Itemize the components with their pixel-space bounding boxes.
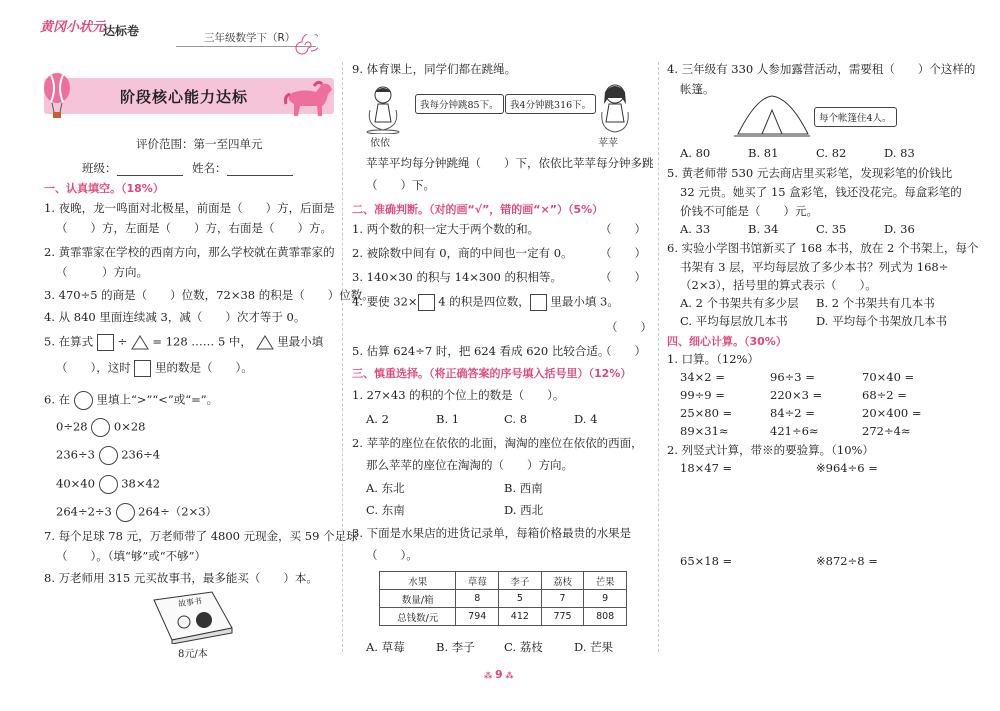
calc-item: 84÷2 = [770,406,815,420]
r6-line3: （2×3），括号里的算式表示（ ）。 [680,278,877,292]
q5-text5: （ ），这时 [56,360,131,375]
judge-4: 4. 要使 32× 4 的积是四位数， 里最小填 3。 [352,294,619,311]
answer-paren[interactable]: （ ） [600,344,646,358]
q9-line2: 苹苹平均每分钟跳绳（ ）下，依依比苹苹每分钟多跳 [366,156,654,170]
option-c[interactable]: C. 82 [816,146,847,160]
option-d[interactable]: D. 36 [884,222,915,236]
option-a[interactable]: A. 80 [680,146,711,160]
calc-item: 68÷2 = [862,388,907,402]
r5-line3: 价钱不可能是（ ）元。 [680,204,818,218]
name-blank[interactable] [227,164,293,176]
option-b[interactable]: B. 34 [748,222,779,236]
calc-item: 20×400 = [862,406,922,420]
option-d[interactable]: D. 芒果 [574,640,614,654]
option-d[interactable]: D. 西北 [504,503,544,517]
vertical-calc-title: 2. 列竖式计算，带※的要验算。（10%） [667,443,874,457]
vertical-calc-item: ※872÷8 = [816,554,878,568]
tent-note: 每个帐篷住4人。 [814,107,897,127]
r6-line2: 书架有 3 层，平均每层放了多少本书？列式为 168÷ [680,260,949,274]
answer-paren[interactable]: （ ） [600,246,646,260]
kid2-name: 苹苹 [598,138,618,149]
r4-line1: 4. 三年级有 330 人参加露营活动，需要租（ ）个这样的 [667,62,976,76]
scope-text: 评价范围：第一至四单元 [136,137,263,151]
q5-text1: 5. 在算式 [44,334,94,349]
calc-item: 25×80 = [680,406,733,420]
compare-4: 264÷2÷3 264÷（2×3） [56,503,217,522]
option-b[interactable]: B. 1 [436,412,460,426]
tent-illustration [732,92,812,138]
q2-line1: 2. 黄霏霏家在学校的西南方向，那么学校就在黄霏霏家的 [44,245,335,259]
compare-2: 236÷3 236÷4 [56,446,160,465]
book-title: 故事书 [177,596,203,609]
option-a[interactable]: A. 东北 [366,481,405,495]
bubble-1: 我每分钟跳85下。 [415,94,504,114]
oral-calc-title: 1. 口算。（12%） [667,352,759,366]
girl-left-illustration [366,84,400,134]
banner-title: 阶段核心能力达标 [120,88,249,106]
q8: 8. 万老师用 315 元买故事书，最多能买（ ）本。 [44,571,318,585]
circle-blank[interactable] [99,446,118,465]
spiral-icon [292,34,318,56]
q7-line2: （ ）。（填“够”或“不够”） [56,549,207,563]
q5-text6: 里的数是（ ）。 [155,360,253,375]
choice-2-line2: 那么苹苹的座位在淘淘的（ ）方向。 [366,458,573,472]
calc-item: 34×2 = [680,370,725,384]
q2-line2: （ ）方向。 [56,265,148,279]
choice-3-line1: 3. 下面是水果店的进货记录单，每箱价格最贵的水果是 [352,526,632,540]
option-c[interactable]: C. 东南 [366,503,405,517]
square-box[interactable] [134,360,151,377]
name-field[interactable] [192,160,293,176]
kid1-name: 依依 [370,138,390,149]
book-price: 8元/本 [178,649,208,660]
calc-item: 272÷4≈ [862,424,911,438]
q6 [44,391,218,410]
choice-3-line2: （ ）。 [366,548,418,562]
circle-blank[interactable] [99,475,118,494]
option-b[interactable]: B. 西南 [504,481,543,495]
judge-5: 5. 估算 624÷7 时，把 624 看成 620 比较合适。 （ ） [352,344,646,358]
q5-line2 [56,360,253,377]
square-box[interactable] [418,294,435,311]
judge-1: 1. 两个数的积一定大于两个数的和。 （ ） [352,222,646,236]
girl-right-illustration [596,82,634,134]
q1-line1: 1. 夜晚，龙一鸣面对北极星，前面是（ ）方，后面是 [44,201,335,215]
circle-blank[interactable] [74,391,93,410]
option-d[interactable]: D. 4 [574,412,598,426]
option-a[interactable]: A. 2 个书架共有多少层 [680,296,799,310]
calc-item: 99÷9 = [680,388,725,402]
q5-text4: 里最小填 [277,334,324,349]
vertical-calc-item: ※964÷6 = [816,461,878,475]
q4: 4. 从 840 里面连续减 3，减（ ）次才等于 0。 [44,310,306,324]
option-d[interactable]: D. 83 [884,146,915,160]
r6-line1: 6. 实验小学图书馆新买了 168 本书，放在 2 个书架上，每个 [667,241,979,255]
option-b[interactable]: B. 李子 [436,640,475,654]
q9: 9. 体育课上，同学们都在跳绳。 [352,62,517,76]
calc-item: 96÷3 = [770,370,815,384]
triangle-icon[interactable] [131,335,149,350]
page-number: ⁂ 9 ⁂ [484,668,514,681]
q7-line1: 7. 每个足球 78 元，万老师带了 4800 元现金，买 59 个足球 [44,529,358,543]
r4-line2: 帐篷。 [680,82,715,96]
q5-text3: = 128 …… 5 中， [152,334,252,349]
table-row: 总钱数/元 794 412 775 808 [380,608,627,626]
circle-blank[interactable] [91,418,110,437]
choice-1: 1. 27×43 的积的个位上的数是（ ）。 [352,388,565,402]
class-field[interactable] [82,160,183,176]
answer-paren[interactable]: （ ） [600,270,646,284]
option-a[interactable]: A. 草莓 [366,640,405,654]
calc-item: 220×3 = [770,388,823,402]
section2-title: 二、准确判断。（对的画“√”，错的画“×”）（5%） [352,203,604,216]
r5-line2: 32 元贵。她买了 15 盒彩笔，钱还没花完。每盒彩笔的 [680,185,962,199]
answer-paren[interactable]: （ ） [606,320,652,334]
q3: 3. 470÷5 的商是（ ）位数，72×38 的积是（ ）位数。 [44,288,374,302]
horse-icon [282,78,338,120]
section1-title: 一、认真填空。（18%） [44,182,164,195]
balloon-icon [40,72,74,120]
square-box[interactable] [97,334,114,351]
option-a[interactable]: A. 2 [366,412,389,426]
calc-item: 70×40 = [862,370,915,384]
section3-title: 三、慎重选择。（将正确答案的序号填入括号里）（12%） [352,367,632,380]
option-b[interactable]: B. 2 个书架共有几本书 [816,296,935,310]
q1-line2: （ ）方，左面是（ ）方，右面是（ ）方。 [56,221,332,235]
vertical-calc-item: 18×47 = [680,461,733,475]
circle-blank[interactable] [116,503,135,522]
option-b[interactable]: B. 81 [748,146,779,160]
compare-1: 0÷28 0×28 [56,418,146,437]
fruit-table [379,571,627,626]
option-c[interactable]: C. 8 [504,412,528,426]
option-c[interactable]: C. 荔枝 [504,640,543,654]
class-blank[interactable] [117,164,183,176]
option-c[interactable]: C. 平均每层放几本书 [680,314,788,328]
judge-3: 3. 140×30 的积与 14×300 的积相等。 （ ） [352,270,646,284]
q6-text2: 里填上“>”“<”或“=”。 [96,392,219,407]
judge-2: 2. 被除数中间有 0，商的中间也一定有 0。 （ ） [352,246,646,260]
brand-sub: 达标卷 [103,24,140,38]
section4-title: 四、细心计算。（30%） [667,335,787,348]
option-a[interactable]: A. 33 [680,222,711,236]
q9-line3: （ ）下。 [366,178,435,192]
square-box[interactable] [530,294,547,311]
name-label: 姓名： [192,161,227,175]
choice-2-line1: 2. 苹苹的座位在依依的北面，淘淘的座位在依依的西面， [352,436,643,450]
compare-3: 40×40 38×42 [56,475,160,494]
q5-div: ÷ [117,334,128,349]
q6-text1: 6. 在 [44,392,71,407]
table-row: 水果 草莓 李子 荔枝 芒果 [380,572,627,590]
option-c[interactable]: C. 35 [816,222,847,236]
class-label: 班级： [82,161,117,175]
calc-item: 421÷6≈ [770,424,819,438]
bubble-2: 我4分钟跳316下。 [505,94,596,114]
calc-item: 89×31≈ [680,424,729,438]
q5-line1 [44,334,323,351]
table-row: 数量/箱 8 5 7 9 [380,590,627,608]
option-d[interactable]: D. 平均每个书架放几本书 [816,314,948,328]
triangle-icon[interactable] [256,335,274,350]
grade-label: 三年级数学下（R） [204,32,296,44]
brand-logo: 黄冈小状元 [40,20,106,35]
answer-paren[interactable]: （ ） [600,222,646,236]
r5-line1: 5. 黄老师带 530 元去商店里买彩笔，发现彩笔的价钱比 [667,166,953,180]
vertical-calc-item: 65×18 = [680,554,733,568]
